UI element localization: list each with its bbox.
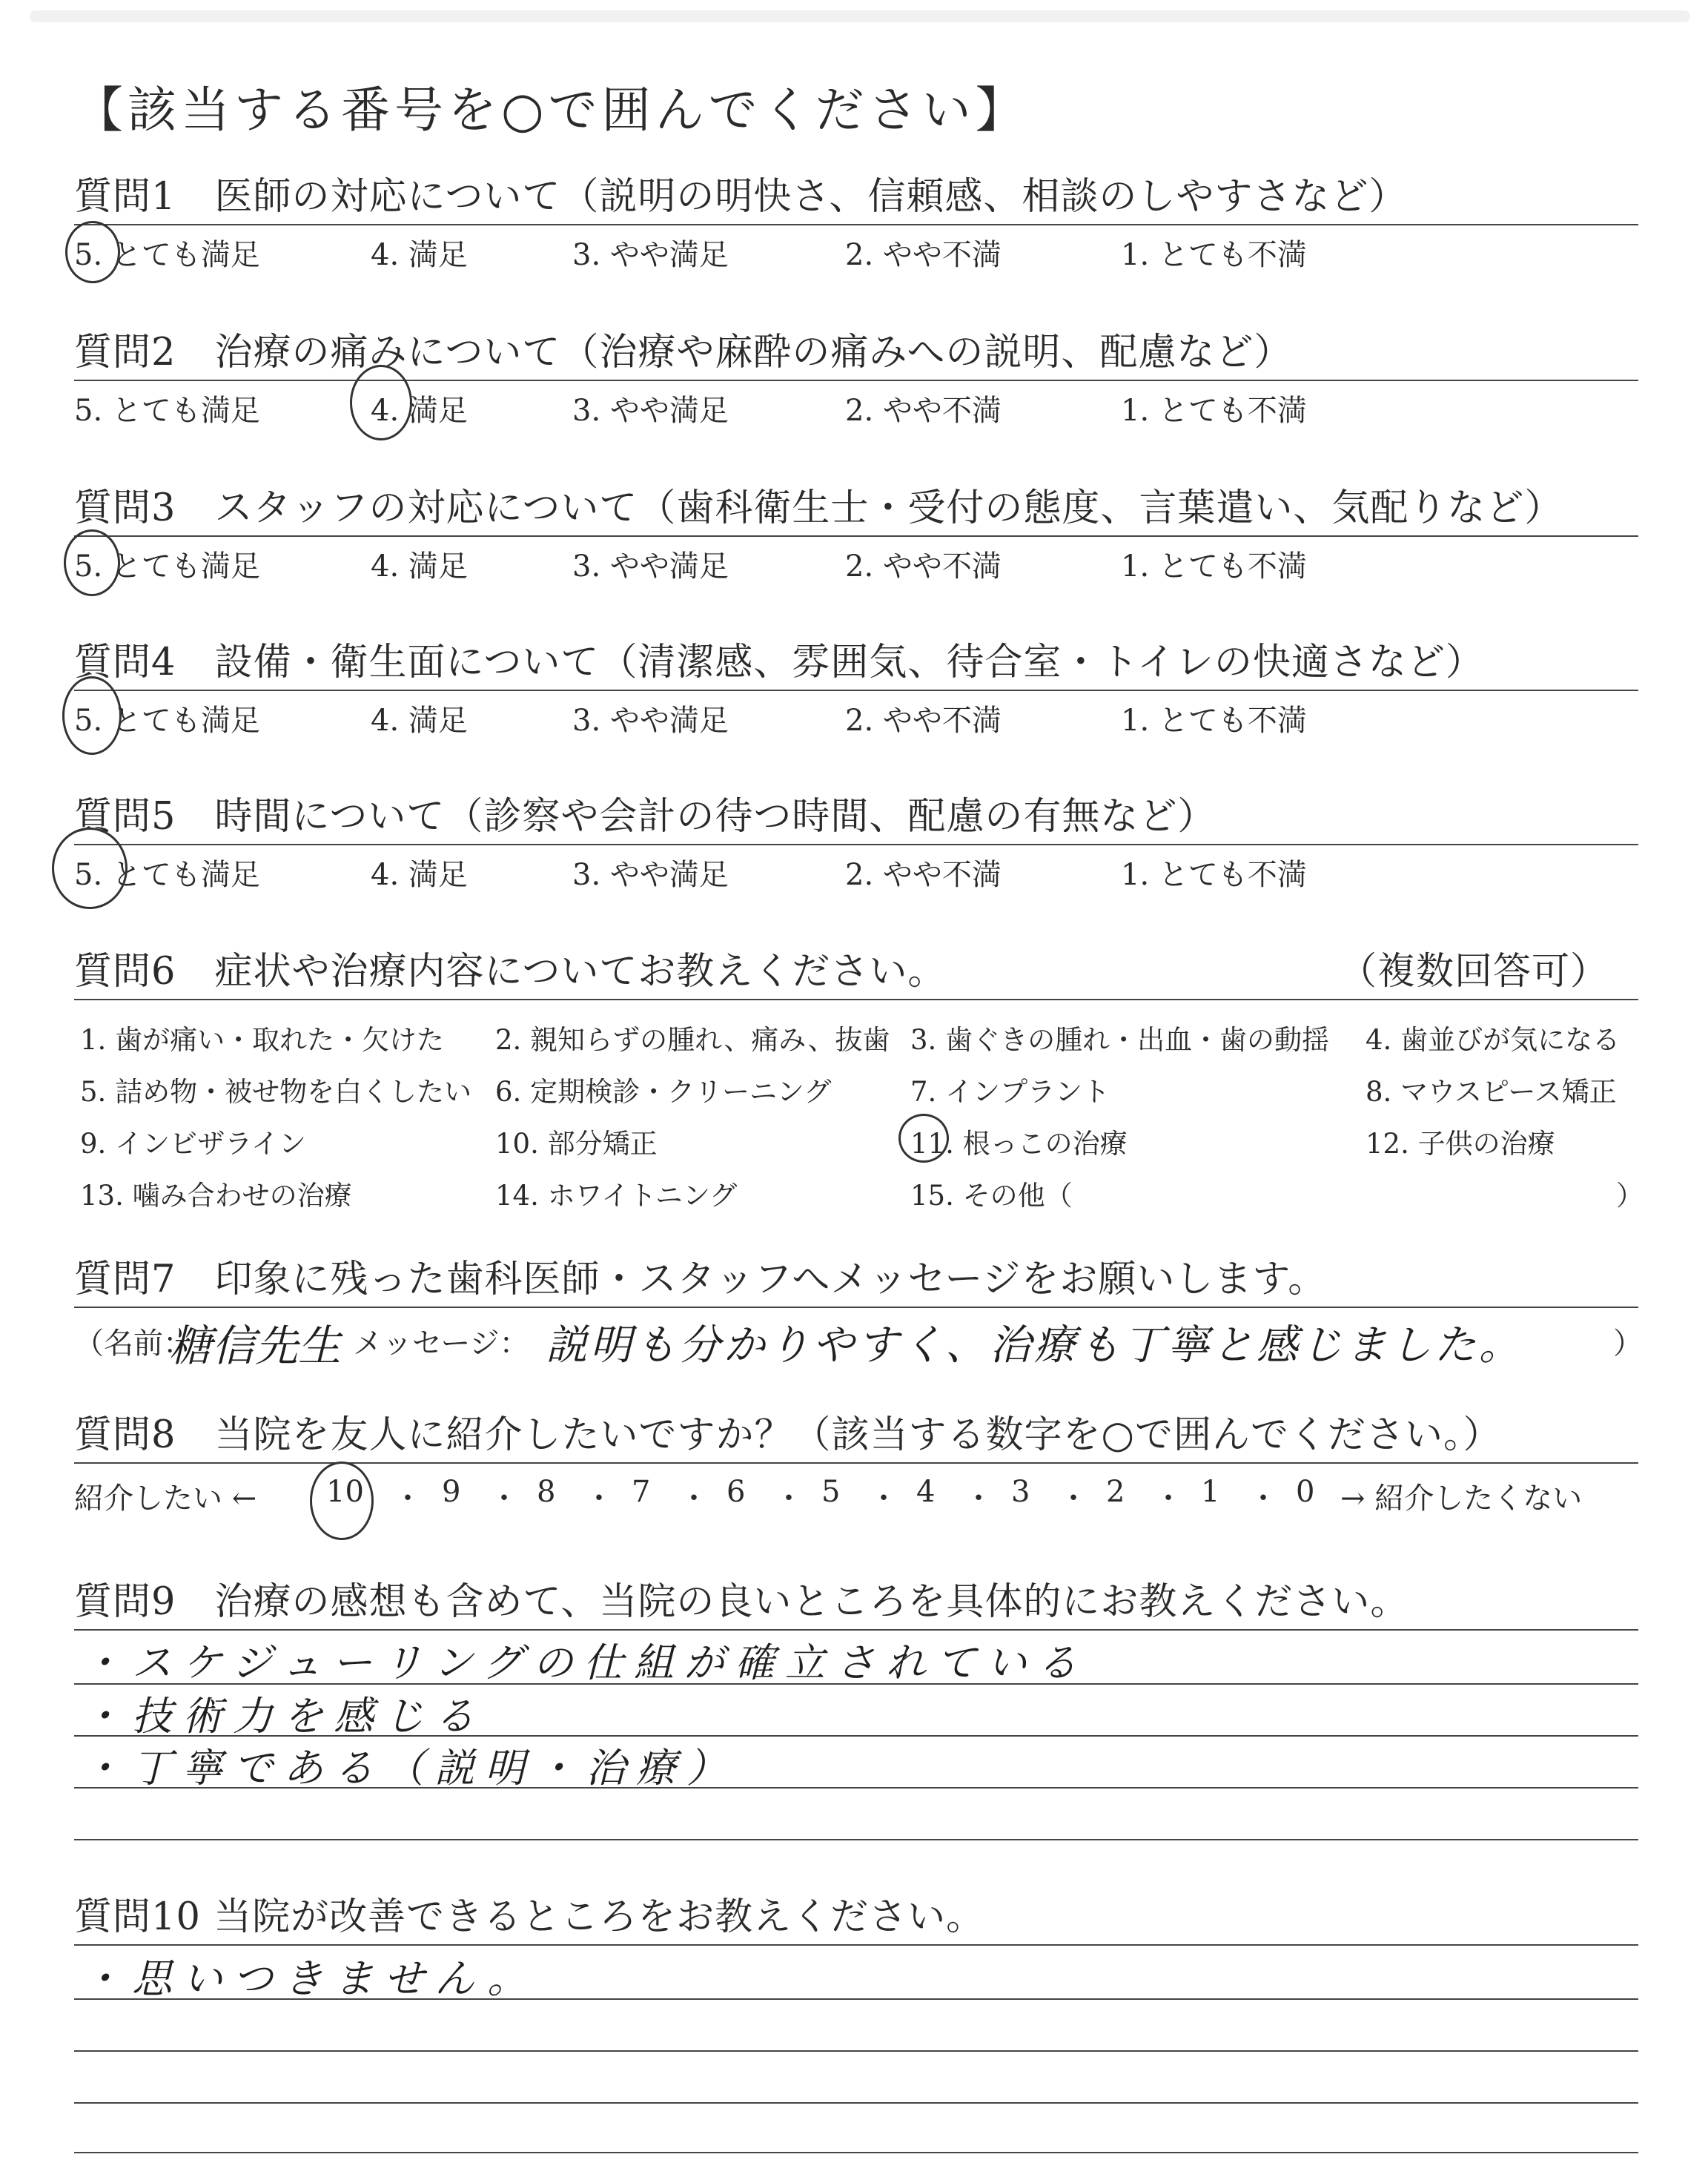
- scale-dot: ・: [489, 1482, 519, 1516]
- scale-dot: ・: [1248, 1482, 1278, 1516]
- option-3[interactable]: 3. やや満足: [572, 549, 729, 584]
- option-5[interactable]: 5. とても満足: [74, 238, 260, 272]
- scale-right-label: → 紹介したくない: [1340, 1482, 1583, 1516]
- question-7: [74, 1253, 1643, 1371]
- question-title: 質問8 当院を友人に紹介したいですか？（該当する数字を○で囲んでください。）: [74, 1409, 1638, 1464]
- rating-options: [74, 540, 1638, 586]
- option-2[interactable]: 2. やや不満: [845, 549, 1002, 584]
- question-title: 質問2 治療の痛みについて（治療や麻酔の痛みへの説明、配慮など）: [74, 326, 1638, 381]
- question-6: [74, 945, 1638, 1000]
- option-1[interactable]: 1. とても不満: [1121, 549, 1307, 584]
- question-2: [74, 326, 1638, 430]
- scale-dot: ・: [679, 1482, 709, 1516]
- scale-dot: ・: [774, 1482, 804, 1516]
- answer-line: [74, 2102, 1638, 2104]
- answer-line: [74, 2050, 1638, 2052]
- scale-dot: ・: [964, 1482, 993, 1516]
- q6-option-13[interactable]: 13. 噛み合わせの治療: [80, 1180, 352, 1212]
- multiple-answers-note: （複数回答可）: [1338, 950, 1609, 994]
- question-title: 質問7 印象に残った歯科医師・スタッフへメッセージをお願いします。: [74, 1253, 1638, 1308]
- option-5[interactable]: 5. とても満足: [74, 704, 260, 738]
- option-1[interactable]: 1. とても不満: [1121, 238, 1307, 272]
- question-6-title-text: 質問6 症状や治療内容についてお教えください。: [74, 950, 947, 994]
- question-title: 質問9 治療の感想も含めて、当院の良いところを具体的にお教えください。: [74, 1576, 1638, 1631]
- rating-options: [74, 694, 1638, 740]
- question-title: 質問1 医師の対応について（説明の明快さ、信頼感、相談のしやすさなど）: [74, 171, 1638, 225]
- scale-5[interactable]: 5: [821, 1475, 841, 1509]
- name-label: （名前：: [74, 1327, 193, 1361]
- option-4[interactable]: 4. 満足: [371, 858, 468, 892]
- message-value[interactable]: 説明も分かりやすく、治療も丁寧と感じました。: [546, 1321, 1523, 1370]
- question-10: [74, 1891, 1638, 1946]
- scale-6[interactable]: 6: [726, 1475, 746, 1509]
- option-5[interactable]: 5. とても満足: [74, 394, 260, 428]
- name-value[interactable]: 糖信先生: [169, 1321, 342, 1371]
- option-5[interactable]: 5. とても満足: [74, 549, 260, 584]
- scale-3[interactable]: 3: [1011, 1475, 1030, 1509]
- q6-option-15[interactable]: 15. その他（: [910, 1180, 1073, 1212]
- scale-dot: ・: [1153, 1482, 1183, 1516]
- q9-answer-3[interactable]: ・丁寧である（説明・治療）: [82, 1745, 737, 1791]
- option-2[interactable]: 2. やや不満: [845, 858, 1002, 892]
- option-3[interactable]: 3. やや満足: [572, 394, 729, 428]
- question-9: [74, 1576, 1638, 1631]
- question-title: 質問4 設備・衛生面について（清潔感、雰囲気、待合室・トイレの快適さなど）: [74, 636, 1638, 691]
- q6-option-10[interactable]: 10. 部分矯正: [495, 1128, 658, 1160]
- scale-7[interactable]: 7: [632, 1475, 651, 1509]
- q6-options-grid: [74, 1008, 1644, 1223]
- option-4[interactable]: 4. 満足: [371, 549, 468, 584]
- q6-option-1[interactable]: 1. 歯が痛い・取れた・欠けた: [80, 1024, 445, 1056]
- option-4[interactable]: 4. 満足: [371, 238, 468, 272]
- q6-option-8[interactable]: 8. マウスピース矯正: [1366, 1076, 1617, 1108]
- option-1[interactable]: 1. とても不満: [1121, 858, 1307, 892]
- q7-message-row: [74, 1311, 1643, 1371]
- scale-8[interactable]: 8: [537, 1475, 556, 1509]
- q6-option-12[interactable]: 12. 子供の治療: [1366, 1128, 1555, 1160]
- q9-answer-1[interactable]: ・スケジューリングの仕組が確立されている: [82, 1639, 1088, 1686]
- scale-9[interactable]: 9: [442, 1475, 461, 1509]
- page-header: 【該当する番号を○で囲んでください】: [74, 82, 1029, 139]
- message-label: メッセージ：: [353, 1327, 529, 1361]
- scale-1[interactable]: 1: [1201, 1475, 1220, 1509]
- message-close: ）: [1613, 1327, 1643, 1361]
- rating-options: [74, 384, 1638, 430]
- question-1: [74, 171, 1638, 274]
- scale-dot: ・: [1059, 1482, 1088, 1516]
- rating-options: [74, 848, 1638, 894]
- q6-option-2[interactable]: 2. 親知らずの腫れ、痛み、抜歯: [495, 1024, 890, 1056]
- q6-option-6[interactable]: 6. 定期検診・クリーニング: [495, 1076, 832, 1108]
- scan-top-edge: [30, 10, 1690, 22]
- question-3: [74, 482, 1638, 586]
- option-1[interactable]: 1. とても不満: [1121, 704, 1307, 738]
- option-3[interactable]: 3. やや満足: [572, 704, 729, 738]
- option-2[interactable]: 2. やや不満: [845, 704, 1002, 738]
- question-8: [74, 1409, 1638, 1464]
- scale-10[interactable]: 10: [326, 1475, 364, 1509]
- answer-line: [74, 1839, 1638, 1840]
- q6-option-5[interactable]: 5. 詰め物・被せ物を白くしたい: [80, 1076, 472, 1108]
- option-3[interactable]: 3. やや満足: [572, 238, 729, 272]
- q6-option-7[interactable]: 7. インプラント: [910, 1076, 1110, 1108]
- q6-option-11[interactable]: 11. 根っこの治療: [910, 1128, 1128, 1160]
- scale-left-label: 紹介したい ←: [74, 1482, 257, 1516]
- option-3[interactable]: 3. やや満足: [572, 858, 729, 892]
- option-5[interactable]: 5. とても満足: [74, 858, 260, 892]
- q6-option-9[interactable]: 9. インビザライン: [80, 1128, 306, 1160]
- scale-dot: ・: [584, 1482, 614, 1516]
- option-1[interactable]: 1. とても不満: [1121, 394, 1307, 428]
- question-title: 質問5 時間について（診察や会計の待つ時間、配慮の有無など）: [74, 790, 1638, 845]
- q6-option-15-close: ）: [1616, 1180, 1644, 1212]
- q6-option-14[interactable]: 14. ホワイトニング: [495, 1180, 738, 1212]
- scale-dot: ・: [393, 1482, 423, 1516]
- recommend-scale: [74, 1472, 1638, 1516]
- option-2[interactable]: 2. やや不満: [845, 394, 1002, 428]
- q10-answer-1[interactable]: ・思いつきません。: [82, 1955, 538, 2002]
- question-4: [74, 636, 1638, 740]
- q9-answer-2[interactable]: ・技術力を感じる: [82, 1693, 485, 1740]
- option-2[interactable]: 2. やや不満: [845, 238, 1002, 272]
- scale-0[interactable]: 0: [1296, 1475, 1315, 1509]
- scale-2[interactable]: 2: [1106, 1475, 1125, 1509]
- answer-line: [74, 2152, 1638, 2153]
- scale-4[interactable]: 4: [916, 1475, 936, 1509]
- q6-option-4[interactable]: 4. 歯並びが気になる: [1366, 1024, 1621, 1056]
- rating-options: [74, 228, 1638, 274]
- option-4[interactable]: 4. 満足: [371, 394, 468, 428]
- scale-dot: ・: [869, 1482, 898, 1516]
- option-4[interactable]: 4. 満足: [371, 704, 468, 738]
- q6-option-3[interactable]: 3. 歯ぐきの腫れ・出血・歯の動揺: [910, 1024, 1330, 1056]
- question-title: 質問3 スタッフの対応について（歯科衛生士・受付の態度、言葉遣い、気配りなど）: [74, 482, 1638, 537]
- question-5: [74, 790, 1638, 894]
- question-title: 質問10 当院が改善できるところをお教えください。: [74, 1891, 1638, 1946]
- question-title: [74, 945, 1638, 1000]
